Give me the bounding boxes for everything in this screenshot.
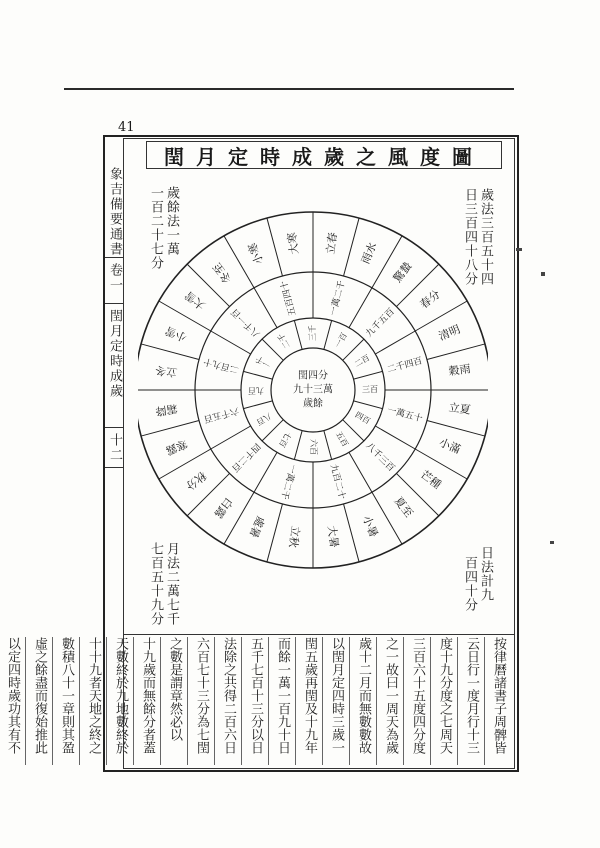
ring-spoke (254, 288, 277, 328)
column-rule (106, 637, 107, 765)
column-rule (160, 637, 161, 765)
outer-ring-label: 驚蟄 (390, 259, 415, 285)
inner-ring-label: 五百 (334, 429, 350, 449)
column-rule (241, 637, 242, 765)
body-text-column: 閏五歲再閏及十九年 (302, 637, 317, 754)
diagram-title-box (146, 141, 502, 169)
outer-ring-label: 清明 (436, 322, 463, 344)
inner-ring-label: 六百 (309, 439, 318, 455)
outer-ring-label: 白露 (211, 495, 236, 521)
column-rule (322, 637, 323, 765)
diagram-title: 閏月定時成歲之風度圖 (164, 144, 484, 169)
inner-ring-label: 三千 (308, 325, 317, 341)
column-rule (133, 637, 134, 765)
outer-ring-label: 小滿 (437, 435, 463, 457)
outer-ring-label: 寒露 (163, 436, 190, 458)
inner-ring-label: 一百 (333, 331, 349, 350)
inner-ring-label: 八百 (254, 411, 274, 427)
ring-spoke (141, 344, 199, 360)
middle-ring-label: 一萬五十 (385, 405, 424, 425)
outer-ring-label: 處暑 (246, 514, 268, 540)
side-page: 十二 (107, 433, 122, 463)
outer-ring-label: 雨水 (358, 240, 380, 266)
ring-spoke (141, 421, 199, 437)
outer-ring-label: 冬至 (210, 260, 235, 286)
body-text-column: 五千七百十三分以日 (248, 637, 263, 754)
side-title: 象吉備要通書 (107, 167, 122, 257)
ring-spoke (294, 320, 302, 349)
corner-top-right-line-2: 日三百四十八分 (462, 188, 477, 286)
body-text-block (5, 634, 515, 771)
inner-ring-label: 九百 (248, 386, 264, 395)
body-text-column: 天數終於九地數終於 (113, 637, 128, 754)
inner-ring-label: 一千 (254, 354, 273, 370)
ring-spoke (375, 331, 415, 354)
corner-bottom-right-line-2: 百四十分 (462, 556, 477, 612)
middle-ring-label: 六千五百 (202, 404, 240, 424)
side-separator (105, 257, 123, 258)
ring-spoke (349, 452, 372, 492)
outer-ring-label: 芒種 (418, 467, 444, 492)
ring-spoke (375, 426, 415, 449)
center-label: 歲餘 (303, 398, 323, 410)
body-text-column: 之一故曰一周天為歲 (383, 637, 398, 754)
outer-ring-label: 穀雨 (447, 362, 472, 379)
body-text-column: 之數是謂章然必以 (167, 637, 182, 741)
column-rule (484, 637, 485, 765)
side-separator (105, 467, 123, 468)
body-text-column: 十九歲而無餘分者蓋 (140, 637, 155, 754)
side-section: 閏月定時成歲 (107, 309, 122, 399)
outer-ring-label: 霜降 (154, 401, 179, 418)
column-rule (214, 637, 215, 765)
body-text-columns (0, 637, 509, 767)
ring-spoke (324, 320, 332, 349)
ring-spoke (427, 344, 485, 360)
wind-degree-circle-diagram (138, 190, 488, 590)
outer-ring-label: 立秋 (286, 525, 303, 549)
ring-spoke (344, 218, 360, 276)
column-rule (349, 637, 350, 765)
ring-spoke (254, 452, 277, 492)
column-rule (52, 637, 53, 765)
ring-spoke (243, 371, 272, 379)
body-text-column: 而餘一萬一百九十日 (275, 637, 290, 754)
body-text-column: 按律曆諸書子周髀皆 (491, 637, 506, 754)
ring-spoke (267, 504, 283, 562)
outer-ring-label: 立冬 (154, 363, 178, 380)
middle-ring-label: 八千三百 (363, 441, 397, 474)
column-rule (25, 637, 26, 765)
middle-ring-label: 一萬二千 (328, 279, 348, 318)
ring-spoke (427, 421, 485, 437)
ring-spoke (211, 426, 251, 449)
corner-top-left-line-1: 歲餘法一萬 (164, 186, 179, 256)
corner-top-left-line-2: 一百二十七分 (148, 186, 163, 270)
column-rule (376, 637, 377, 765)
ring-spoke (349, 288, 372, 328)
column-rule (457, 637, 458, 765)
body-text-column: 六百七十三分為七閏 (194, 637, 209, 754)
body-text-column: 云日行一度月行十三 (464, 637, 479, 754)
ring-spoke (267, 218, 283, 276)
outer-ring-label: 立春 (323, 231, 340, 255)
body-text-column: 以閏月定四時三歲一 (329, 637, 344, 754)
body-text-column: 虛之餘盡而復始推此 (32, 637, 47, 754)
corner-bottom-left-line-1: 月法二萬七千 (164, 542, 179, 626)
outer-ring-label: 春分 (417, 287, 443, 312)
column-rule (187, 637, 188, 765)
center-label: 閏四分 (298, 370, 328, 382)
page-number: 41 (118, 120, 135, 135)
body-text-column: 三百六十五度四分度 (410, 637, 425, 754)
outer-ring-label: 小寒 (245, 240, 267, 267)
corner-bottom-right-line-1: 日法計九 (478, 546, 493, 602)
inner-ring-label: 二千 (276, 331, 292, 351)
outer-ring-label: 小暑 (359, 513, 381, 540)
middle-ring-label: 九百二十 (327, 463, 347, 501)
middle-ring-label: 一萬二千 (278, 462, 298, 501)
inner-ring-label: 七百 (277, 430, 293, 449)
outer-ring-label: 大暑 (324, 524, 341, 549)
inner-ring-label: 四百 (353, 410, 372, 426)
middle-ring-label: 八千一百 (229, 306, 263, 339)
outer-ring-label: 秋分 (183, 468, 209, 493)
top-rule (64, 88, 514, 90)
side-separator (105, 427, 123, 428)
side-volume: 卷一 (107, 263, 122, 293)
middle-ring-label: 二千四百 (386, 356, 424, 376)
body-text-column: 數積八十一章則其盈 (59, 637, 74, 754)
ring-spoke (243, 401, 272, 409)
body-text-column: 十十九者天地之終之 (86, 637, 101, 754)
corner-bottom-left-line-2: 七百五十九分 (148, 542, 163, 626)
column-rule (430, 637, 431, 765)
outer-ring-label: 小雪 (163, 323, 189, 345)
ring-spoke (211, 331, 251, 354)
body-text-column: 以定四時歲功其有不 (5, 637, 20, 754)
column-rule (268, 637, 269, 765)
outer-ring-label: 夏至 (391, 494, 416, 520)
middle-ring-label: 四千二百 (229, 440, 262, 474)
body-text-column: 法除之共得二百六日 (221, 637, 236, 754)
inner-ring-label: 三百 (362, 385, 378, 394)
column-rule (295, 637, 296, 765)
scan-speck (550, 541, 554, 544)
center-label: 九十三萬 (293, 384, 333, 396)
side-separator (105, 303, 123, 304)
corner-top-right-line-1: 歲法三百五十四 (478, 188, 493, 286)
middle-ring-label: 五百四十 (279, 279, 299, 317)
outer-ring-label: 大雪 (182, 288, 208, 313)
column-rule (403, 637, 404, 765)
column-rule (79, 637, 80, 765)
outer-ring-label: 立夏 (448, 400, 472, 417)
scan-speck (541, 272, 545, 276)
ring-spoke (294, 431, 302, 460)
inner-ring-label: 二百 (352, 353, 372, 369)
middle-ring-label: 九千五百 (364, 306, 397, 340)
ring-spoke (354, 371, 383, 379)
ring-spoke (324, 431, 332, 460)
body-text-column: 歲十二月而無數數故 (356, 637, 371, 754)
scan-speck (516, 248, 522, 251)
outer-ring-label: 大寒 (285, 231, 302, 256)
ring-spoke (354, 401, 383, 409)
middle-ring-label: 二百九十 (202, 355, 241, 375)
body-text-column: 度十九分度之七周天 (437, 637, 452, 754)
ring-spoke (344, 504, 360, 562)
